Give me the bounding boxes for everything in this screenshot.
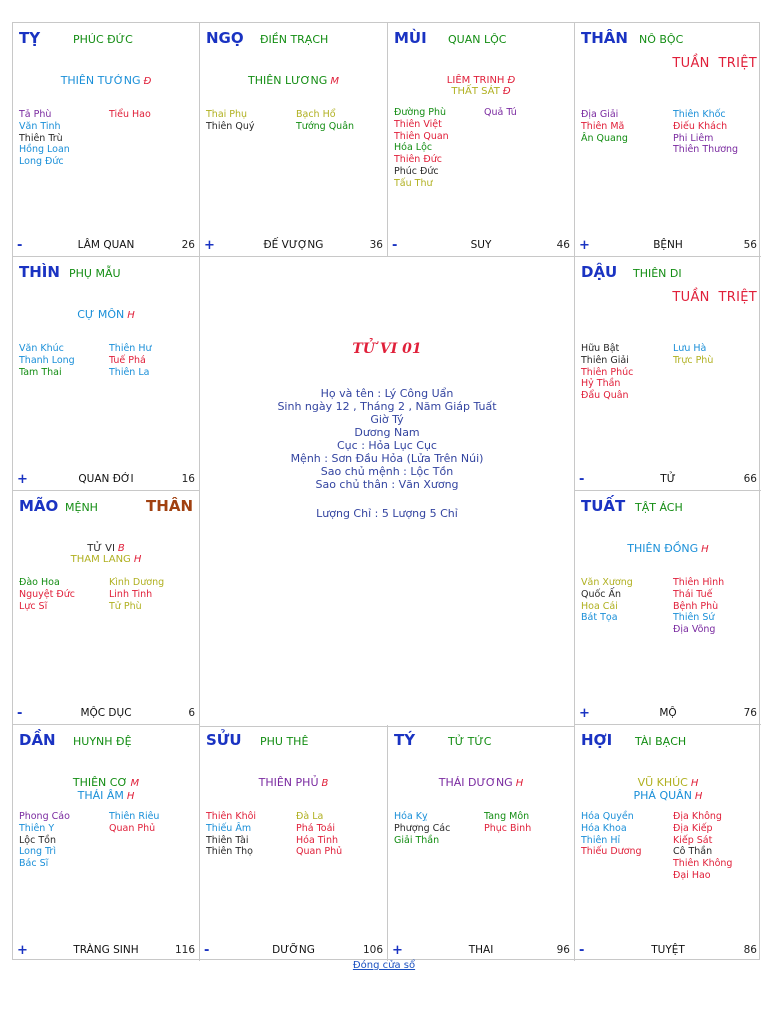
minor-star: Thiên Tài <box>206 834 249 846</box>
branch-name: DẦN <box>19 731 56 749</box>
branch-name: DẬU <box>581 263 618 281</box>
palace-cell-mui <box>388 23 575 257</box>
decade-number: 36 <box>369 239 383 251</box>
palace-name: PHỤ MẪU <box>69 267 121 280</box>
minor-star: Bác Sĩ <box>19 858 49 870</box>
minor-star: Hóa Tinh <box>296 834 338 846</box>
minor-star: Thiên Quý <box>206 120 255 132</box>
decade-number: 66 <box>743 473 757 485</box>
minor-star-column <box>673 577 724 636</box>
star-quality: H <box>694 791 703 802</box>
minor-star-column <box>394 811 450 846</box>
close-window-link[interactable]: Đóng cửa sổ <box>352 960 416 971</box>
palace-cell-suu <box>200 725 388 961</box>
main-star <box>13 790 199 803</box>
minor-star-column <box>206 109 254 133</box>
branch-name: TUẤT <box>581 497 626 515</box>
palace-cell-dan <box>13 725 200 961</box>
branch-name: TỴ <box>19 29 41 47</box>
palace-name: PHU THÊ <box>260 735 309 748</box>
main-star <box>200 75 387 88</box>
minor-star: Bát Tọa <box>581 612 618 624</box>
minor-star-column <box>581 109 628 144</box>
main-star-label: VŨ KHÚC <box>637 776 688 789</box>
palace-cell-mao <box>13 491 200 725</box>
polarity-sign: + <box>204 238 215 253</box>
life-stage: TRÀNG SINH <box>73 944 139 956</box>
palace-cell-thin <box>13 257 200 491</box>
decade-number: 116 <box>174 944 195 956</box>
minor-star: Giải Thần <box>394 834 440 846</box>
minor-star: Tuế Phá <box>109 354 146 366</box>
palace-cell-ngo <box>200 23 388 257</box>
life-stage: QUAN ĐỚI <box>78 473 134 485</box>
star-quality: H <box>127 310 135 321</box>
minor-star: Thái Tuế <box>673 588 713 600</box>
minor-star: Kiếp Sát <box>673 834 713 846</box>
decade-number: 46 <box>556 239 570 251</box>
info-line: Sao chủ mệnh : Lộc Tồn <box>320 465 454 478</box>
decade-number: 26 <box>181 239 195 251</box>
main-star <box>13 554 199 566</box>
minor-star: Thiên Trù <box>19 132 63 144</box>
main-star <box>13 75 199 88</box>
life-stage: LÂM QUAN <box>77 239 135 251</box>
polarity-sign: + <box>579 706 590 721</box>
star-quality: H <box>126 791 135 802</box>
minor-star-column <box>581 811 642 858</box>
branch-name: THÌN <box>19 263 60 281</box>
minor-star: Phong Cáo <box>19 811 70 822</box>
main-star <box>388 86 574 98</box>
minor-star-column <box>109 343 152 378</box>
minor-star-column <box>206 811 256 858</box>
minor-star: Tấu Thư <box>394 177 433 189</box>
minor-star: Lộc Tồn <box>19 834 56 846</box>
main-star-label: THẤT SÁT <box>451 86 500 97</box>
minor-star: Hóa Kỵ <box>394 811 428 822</box>
minor-star: Thiên Hư <box>109 343 152 354</box>
center-info-panel <box>200 257 575 727</box>
main-star-label: THIÊN TƯỚNG <box>60 74 141 87</box>
palace-cell-than <box>575 23 761 257</box>
life-stage: BỆNH <box>653 239 683 251</box>
minor-star-column <box>19 811 70 870</box>
minor-star: Địa Kiếp <box>673 822 713 834</box>
minor-star: Thiếu Âm <box>206 822 252 834</box>
minor-star: Thiên Sứ <box>673 612 715 624</box>
minor-star: Quả Tú <box>484 107 517 118</box>
main-star-label: THIÊN LƯƠNG <box>248 74 328 87</box>
minor-star: Thiên Thương <box>673 144 739 156</box>
branch-name: SỬU <box>206 731 242 749</box>
decade-number: 16 <box>181 473 195 485</box>
main-star-label: THÁI DƯƠNG <box>438 776 513 789</box>
life-stage: TUYỆT <box>651 944 685 956</box>
minor-star: Thiên Hỉ <box>581 834 621 846</box>
info-line: Sinh ngày 12 , Tháng 2 , Năm Giáp Tuất <box>277 400 497 413</box>
life-stage: MỘC DỤC <box>80 707 132 719</box>
than-marker: THÂN <box>146 497 193 515</box>
minor-star: Quan Phủ <box>296 846 343 858</box>
minor-star: Trực Phù <box>673 354 714 366</box>
chart-grid <box>12 22 760 960</box>
minor-star: Địa Giải <box>581 109 619 120</box>
minor-star-column <box>296 811 342 858</box>
minor-star: Quốc Ấn <box>581 588 622 600</box>
minor-star: Cô Thần <box>673 846 713 858</box>
minor-star: Đào Hoa <box>19 577 60 588</box>
main-star <box>575 790 761 803</box>
minor-star: Đà La <box>296 811 324 822</box>
info-line: Cục : Hỏa Lục Cục <box>337 439 437 452</box>
life-stage: SUY <box>470 239 492 251</box>
palace-cell-tyy <box>388 725 575 961</box>
minor-star: Bạch Hổ <box>296 109 336 120</box>
minor-star: Thai Phụ <box>206 109 248 120</box>
main-star-label: THÁI ÂM <box>77 789 124 802</box>
star-quality: Đ <box>507 75 516 86</box>
star-quality: M <box>130 778 140 789</box>
main-star-label: PHÁ QUÂN <box>633 789 692 802</box>
minor-star-column <box>109 109 151 121</box>
luong-chi: Lượng Chỉ : 5 Lượng 5 Chỉ <box>316 507 458 520</box>
palace-name: TỬ TỨC <box>448 735 492 748</box>
palace-name: PHÚC ĐỨC <box>73 33 133 46</box>
minor-star: Phi Liêm <box>673 132 714 144</box>
minor-star: Đẩu Quân <box>581 390 629 402</box>
polarity-sign: + <box>579 238 590 253</box>
minor-star: Thiên Việt <box>394 118 442 130</box>
decade-number: 56 <box>743 239 757 251</box>
palace-name: TẬT ÁCH <box>635 501 683 514</box>
palace-name: ĐIỀN TRẠCH <box>260 33 329 46</box>
minor-star: Tướng Quân <box>296 120 355 132</box>
minor-star: Đại Hao <box>673 869 711 881</box>
minor-star: Thiên Riêu <box>109 811 160 822</box>
palace-name: MỆNH <box>65 501 98 514</box>
minor-star: Hóa Quyền <box>581 811 634 822</box>
minor-star: Phá Toái <box>296 822 336 834</box>
minor-star: Thiên Phúc <box>581 366 634 378</box>
life-stage: DƯỠNG <box>272 944 315 956</box>
info-line: Giờ Tý <box>370 413 404 426</box>
minor-star: Thiên Mã <box>581 120 625 132</box>
minor-star: Phục Binh <box>484 822 532 834</box>
minor-star: Long Đức <box>19 156 64 168</box>
polarity-sign: + <box>392 943 403 958</box>
life-stage: ĐẾ VƯỢNG <box>263 239 324 251</box>
minor-star-column <box>673 343 713 367</box>
minor-star: Thiên Khốc <box>673 109 726 120</box>
tuan-triet-marker: TUẦN TRIỆT <box>672 56 757 71</box>
minor-star: Kình Dương <box>109 577 165 588</box>
minor-star: Tam Thai <box>19 366 62 378</box>
star-quality: H <box>515 778 524 789</box>
info-line: Mệnh : Sơn Đầu Hỏa (Lửa Trên Núi) <box>290 452 484 465</box>
minor-star: Thiên La <box>109 366 150 378</box>
minor-star: Ân Quang <box>581 132 628 144</box>
minor-star: Hóa Khoa <box>581 822 627 834</box>
decade-number: 76 <box>743 707 757 719</box>
minor-star-column <box>109 577 164 612</box>
decade-number: 96 <box>556 944 570 956</box>
main-star <box>200 777 387 790</box>
decade-number: 86 <box>743 944 757 956</box>
minor-star: Tang Môn <box>484 811 530 822</box>
main-star-label: THIÊN CƠ <box>72 776 128 789</box>
life-stage: TỬ <box>660 473 676 485</box>
star-quality: H <box>701 544 709 555</box>
person-info <box>200 387 574 491</box>
minor-star: Thiên Quan <box>394 130 449 142</box>
minor-star: Long Trì <box>19 846 56 858</box>
minor-star-column <box>109 811 159 835</box>
branch-name: NGỌ <box>206 29 244 47</box>
minor-star: Hữu Bật <box>581 343 620 354</box>
palace-cell-dau <box>575 257 761 491</box>
minor-star: Lưu Hà <box>673 343 707 354</box>
minor-star: Bệnh Phù <box>673 600 719 612</box>
minor-star: Linh Tinh <box>109 588 153 600</box>
minor-star: Địa Không <box>673 811 722 822</box>
palace-name: THIÊN DI <box>633 267 682 280</box>
palace-name: HUYNH ĐỆ <box>73 735 132 748</box>
minor-star-column <box>296 109 354 133</box>
star-quality: H <box>690 778 699 789</box>
star-quality: B <box>117 543 125 554</box>
life-stage: MỘ <box>659 707 677 719</box>
star-quality: M <box>330 76 339 87</box>
main-star-label: LIÊM TRINH <box>446 75 505 86</box>
main-star <box>13 309 199 322</box>
minor-star: Hỷ Thần <box>581 378 621 390</box>
minor-star: Thiên Thọ <box>206 846 253 858</box>
minor-star-column <box>19 343 75 378</box>
minor-star: Địa Võng <box>673 624 716 636</box>
palace-cell-ty <box>13 23 200 257</box>
minor-star: Tử Phù <box>109 600 142 612</box>
main-star-label: TỬ VI <box>87 543 115 554</box>
decade-number: 106 <box>362 944 383 956</box>
minor-star: Thiên Hình <box>673 577 725 588</box>
minor-star: Phúc Đức <box>394 165 439 177</box>
star-quality: B <box>321 778 329 789</box>
star-quality: Đ <box>502 86 511 97</box>
minor-star-column <box>673 109 738 156</box>
minor-star: Tiểu Hao <box>109 109 151 120</box>
info-line: Dương Nam <box>354 426 420 439</box>
decade-number: 6 <box>188 707 195 719</box>
palace-name: QUAN LỘC <box>448 33 507 46</box>
minor-star: Lực Sĩ <box>19 600 48 612</box>
minor-star: Thanh Long <box>19 354 75 366</box>
minor-star: Thiên Khôi <box>206 811 257 822</box>
branch-name: THÂN <box>581 29 628 47</box>
minor-star: Nguyệt Đức <box>19 588 75 600</box>
minor-star: Hoa Cái <box>581 600 618 612</box>
minor-star-column <box>581 577 633 624</box>
minor-star: Hóa Lộc <box>394 142 433 154</box>
branch-name: MÃO <box>19 497 59 515</box>
polarity-sign: - <box>579 472 585 487</box>
minor-star-column <box>484 107 517 119</box>
minor-star: Văn Xương <box>581 577 633 588</box>
minor-star: Thiên Giải <box>581 354 629 366</box>
main-star-label: THAM LANG <box>70 554 131 565</box>
polarity-sign: - <box>392 238 398 253</box>
palace-cell-tuat <box>575 491 761 725</box>
branch-name: HỢI <box>581 731 613 749</box>
star-quality: Đ <box>143 76 152 87</box>
minor-star: Phượng Các <box>394 822 451 834</box>
minor-star-column <box>484 811 531 835</box>
polarity-sign: + <box>17 943 28 958</box>
main-star-label: CỰ MÔN <box>77 308 125 321</box>
branch-name: TÝ <box>394 731 416 749</box>
minor-star: Thiên Y <box>19 822 55 834</box>
info-line: Họ và tên : Lý Công Uẩn <box>320 387 454 400</box>
polarity-sign: - <box>17 238 23 253</box>
tuan-triet-marker: TUẦN TRIỆT <box>672 290 757 305</box>
minor-star-column <box>673 811 732 882</box>
info-line: Sao chủ thân : Văn Xương <box>315 478 459 491</box>
minor-star: Hồng Loan <box>19 144 70 156</box>
main-star-label: THIÊN ĐỒNG <box>627 542 699 555</box>
polarity-sign: + <box>17 472 28 487</box>
minor-star: Văn Tinh <box>19 120 61 132</box>
minor-star: Điếu Khách <box>673 120 728 132</box>
palace-name: NÔ BỘC <box>639 33 684 46</box>
branch-name: MÙI <box>394 29 427 47</box>
minor-star: Thiên Đức <box>394 154 442 166</box>
minor-star-column <box>19 109 70 168</box>
chart-title: TỬ VI 01 <box>352 341 422 357</box>
minor-star: Văn Khúc <box>19 343 64 354</box>
main-star <box>575 543 761 556</box>
minor-star: Đường Phù <box>394 107 447 118</box>
minor-star: Quan Phủ <box>109 822 156 834</box>
minor-star: Thiếu Dương <box>581 846 642 858</box>
polarity-sign: - <box>579 943 585 958</box>
minor-star-column <box>19 577 75 612</box>
palace-cell-hoi <box>575 725 761 961</box>
minor-star-column <box>394 107 449 190</box>
star-quality: H <box>133 554 142 565</box>
minor-star: Thiên Không <box>673 858 733 870</box>
palace-name: TÀI BẠCH <box>635 735 687 748</box>
minor-star-column <box>581 343 633 402</box>
life-stage: THAI <box>468 944 494 956</box>
main-star-label: THIÊN PHỦ <box>258 776 319 789</box>
polarity-sign: - <box>17 706 23 721</box>
main-star <box>388 777 574 790</box>
minor-star: Tả Phù <box>19 109 52 120</box>
polarity-sign: - <box>204 943 210 958</box>
